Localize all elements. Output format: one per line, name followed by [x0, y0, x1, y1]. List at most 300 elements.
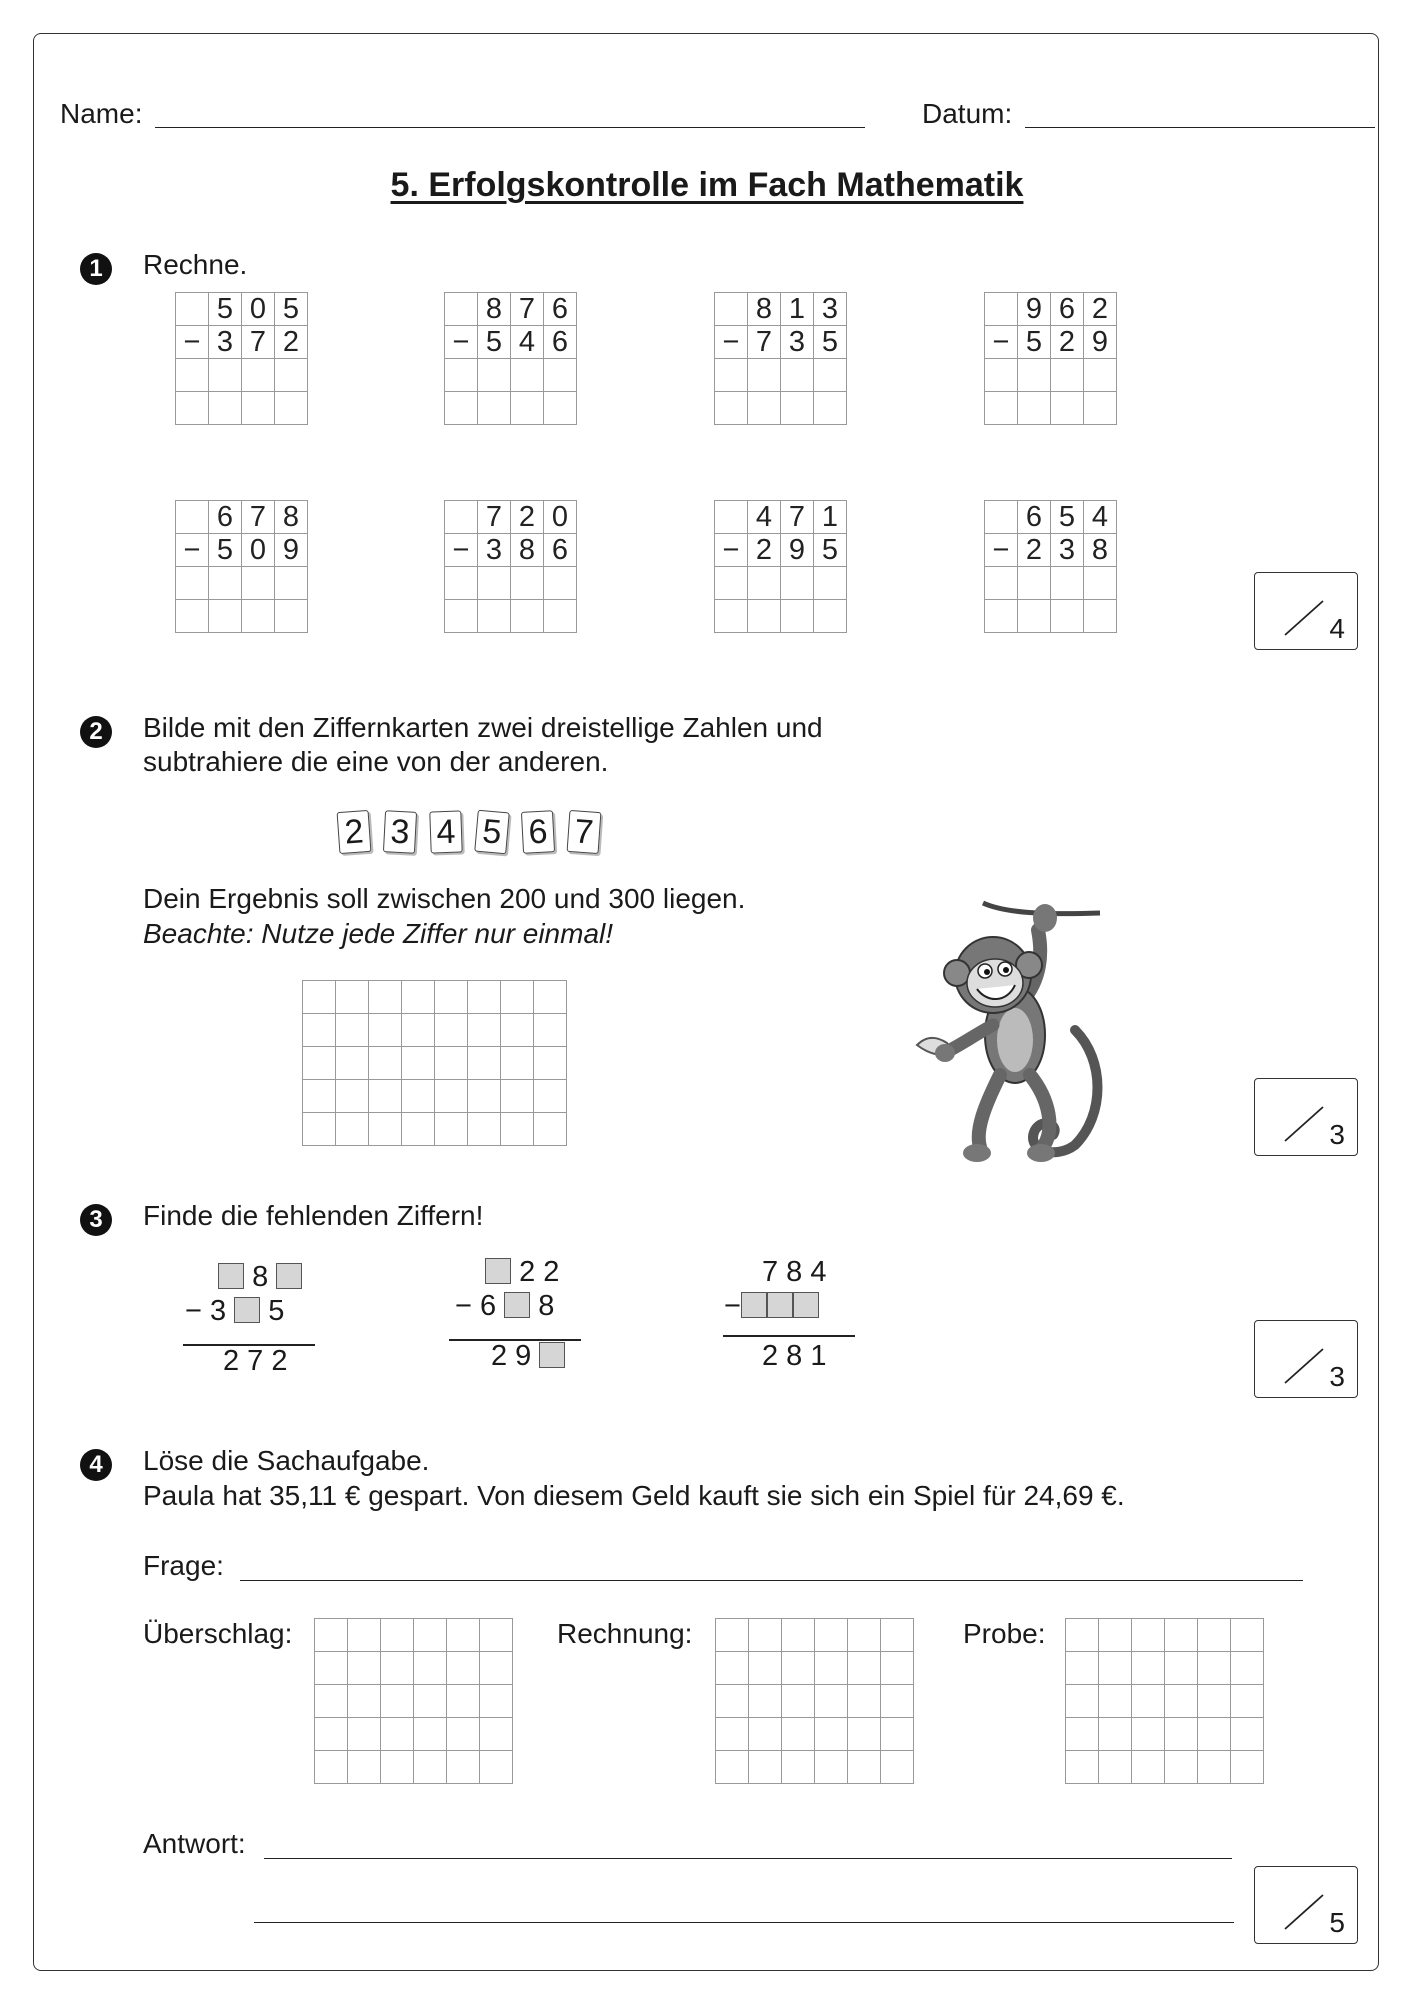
grid-cell[interactable] [511, 359, 544, 392]
grid-cell[interactable] [348, 1685, 381, 1718]
grid-cell[interactable] [1132, 1619, 1165, 1652]
grid-cell[interactable] [782, 1652, 815, 1685]
grid-digit: 7 [242, 501, 275, 534]
grid-cell[interactable] [480, 1652, 513, 1685]
grid-digit: 6 [209, 501, 242, 534]
grid-cell[interactable] [478, 600, 511, 633]
grid-cell[interactable] [1018, 567, 1051, 600]
grid-cell[interactable] [781, 359, 814, 392]
grid-cell[interactable] [511, 567, 544, 600]
grid-cell[interactable] [447, 1652, 480, 1685]
grid-cell[interactable] [402, 1080, 435, 1113]
grid-digit: 2 [1018, 534, 1051, 567]
grid-cell[interactable] [1084, 359, 1117, 392]
grid-digit: − [985, 534, 1018, 567]
grid-cell[interactable] [348, 1718, 381, 1751]
grid-cell[interactable] [511, 600, 544, 633]
grid-cell[interactable] [275, 567, 308, 600]
grid-cell[interactable] [336, 1113, 369, 1146]
missing-digit-box[interactable] [741, 1292, 767, 1318]
grid-cell[interactable] [1018, 600, 1051, 633]
grid-cell[interactable] [715, 600, 748, 633]
answer-line-2[interactable] [254, 1922, 1234, 1923]
missing-digit-box[interactable] [485, 1258, 511, 1284]
grid-digit: 5 [478, 326, 511, 359]
grid-cell[interactable] [414, 1652, 447, 1685]
grid-cell[interactable] [1018, 392, 1051, 425]
grid-cell[interactable] [1165, 1619, 1198, 1652]
subtraction-grid[interactable] [984, 292, 1117, 425]
grid-cell[interactable] [1099, 1685, 1132, 1718]
grid-cell[interactable] [1231, 1652, 1264, 1685]
digit-card: 4 [429, 810, 462, 853]
grid-cell[interactable] [478, 567, 511, 600]
grid-digit: 7 [242, 326, 275, 359]
grid-cell[interactable] [275, 359, 308, 392]
grid-cell[interactable] [1051, 359, 1084, 392]
grid-digit: 7 [511, 293, 544, 326]
grid-cell[interactable] [447, 1751, 480, 1784]
grid-digit: − [445, 326, 478, 359]
grid-cell[interactable] [814, 567, 847, 600]
grid-cell[interactable] [1231, 1751, 1264, 1784]
grid-cell[interactable] [782, 1751, 815, 1784]
check-grid[interactable] [1065, 1618, 1264, 1784]
grid-cell[interactable] [435, 1014, 468, 1047]
grid-cell[interactable] [1231, 1718, 1264, 1751]
grid-cell[interactable] [1099, 1652, 1132, 1685]
grid-cell[interactable] [402, 1047, 435, 1080]
grid-cell[interactable] [369, 1014, 402, 1047]
grid-cell[interactable] [1132, 1652, 1165, 1685]
grid-cell[interactable] [748, 567, 781, 600]
grid-cell[interactable] [1231, 1619, 1264, 1652]
grid-cell[interactable] [1231, 1685, 1264, 1718]
grid-cell[interactable] [1066, 1751, 1099, 1784]
grid-cell[interactable] [715, 567, 748, 600]
grid-cell[interactable] [176, 567, 209, 600]
grid-cell[interactable] [881, 1751, 914, 1784]
grid-digit: 6 [544, 293, 577, 326]
grid-cell[interactable] [468, 981, 501, 1014]
grid-cell[interactable] [480, 1619, 513, 1652]
missing-digits-problem-1 [185, 1260, 335, 1378]
grid-cell[interactable] [985, 359, 1018, 392]
subtraction-grid[interactable] [175, 500, 308, 633]
grid-cell[interactable] [445, 293, 478, 326]
missing-digit-box[interactable] [767, 1292, 793, 1318]
grid-cell[interactable] [815, 1718, 848, 1751]
grid-cell[interactable] [176, 293, 209, 326]
grid-digit: 3 [209, 326, 242, 359]
grid-cell[interactable] [1198, 1685, 1231, 1718]
grid-cell[interactable] [242, 359, 275, 392]
grid-cell[interactable] [275, 600, 308, 633]
grid-digit: 9 [275, 534, 308, 567]
missing-digit-box[interactable] [234, 1297, 260, 1323]
grid-cell[interactable] [445, 359, 478, 392]
task4-score-box [1254, 1866, 1358, 1944]
grid-cell[interactable] [447, 1685, 480, 1718]
grid-cell[interactable] [242, 600, 275, 633]
task2-instruction-line2: subtrahiere die eine von der anderen. [143, 746, 609, 777]
grid-cell[interactable] [716, 1685, 749, 1718]
grid-cell[interactable] [1198, 1718, 1231, 1751]
grid-cell[interactable] [435, 1047, 468, 1080]
grid-cell[interactable] [501, 1080, 534, 1113]
grid-cell[interactable] [716, 1652, 749, 1685]
grid-digit: 8 [511, 534, 544, 567]
missing-digits-problem-2 [455, 1255, 605, 1373]
grid-cell[interactable] [815, 1619, 848, 1652]
grid-cell[interactable] [1066, 1619, 1099, 1652]
grid-cell[interactable] [1051, 392, 1084, 425]
grid-digit: − [176, 326, 209, 359]
task1-points: 4 [1329, 613, 1345, 644]
grid-cell[interactable] [544, 600, 577, 633]
grid-cell[interactable] [748, 392, 781, 425]
grid-cell[interactable] [1165, 1685, 1198, 1718]
grid-digit: 7 [781, 501, 814, 534]
grid-cell[interactable] [478, 392, 511, 425]
grid-digit: 4 [748, 501, 781, 534]
grid-cell[interactable] [985, 501, 1018, 534]
grid-cell[interactable] [781, 567, 814, 600]
subtraction-grid[interactable] [714, 500, 847, 633]
task2-work-grid[interactable] [302, 980, 567, 1146]
grid-cell[interactable] [303, 1014, 336, 1047]
grid-digit: 0 [242, 534, 275, 567]
grid-digit: 2 [748, 534, 781, 567]
question-line[interactable] [240, 1580, 1303, 1581]
grid-cell[interactable] [848, 1619, 881, 1652]
grid-cell[interactable] [511, 392, 544, 425]
grid-cell[interactable] [1132, 1718, 1165, 1751]
grid-cell[interactable] [303, 1047, 336, 1080]
grid-digit: − [445, 534, 478, 567]
grid-digit: 5 [814, 326, 847, 359]
grid-cell[interactable] [715, 501, 748, 534]
grid-digit: 5 [1051, 501, 1084, 534]
grid-cell[interactable] [1132, 1751, 1165, 1784]
grid-cell[interactable] [1198, 1652, 1231, 1685]
task2-instruction-line1: Bilde mit den Ziffernkarten zwei dreistellige Zahlen und [143, 712, 823, 743]
question-label: Frage: [143, 1550, 224, 1581]
grid-cell[interactable] [815, 1685, 848, 1718]
grid-cell[interactable] [1066, 1685, 1099, 1718]
digit-card: 3 [383, 810, 417, 854]
grid-cell[interactable] [447, 1619, 480, 1652]
grid-cell[interactable] [848, 1718, 881, 1751]
grid-cell[interactable] [848, 1751, 881, 1784]
grid-digit: 5 [1018, 326, 1051, 359]
minus-digit: − 6 [455, 1290, 497, 1322]
missing-digit-box[interactable] [793, 1292, 819, 1318]
name-label: Name: [60, 98, 143, 129]
grid-cell[interactable] [209, 359, 242, 392]
grid-cell[interactable] [480, 1718, 513, 1751]
grid-digit: 3 [781, 326, 814, 359]
grid-cell[interactable] [315, 1619, 348, 1652]
grid-cell[interactable] [534, 981, 567, 1014]
answer-label: Antwort: [143, 1828, 246, 1859]
grid-cell[interactable] [781, 600, 814, 633]
grid-digit: 3 [1051, 534, 1084, 567]
grid-cell[interactable] [414, 1751, 447, 1784]
date-line[interactable] [1025, 127, 1375, 128]
grid-cell[interactable] [381, 1685, 414, 1718]
grid-cell[interactable] [1084, 392, 1117, 425]
grid-digit: 2 [1051, 326, 1084, 359]
grid-cell[interactable] [1084, 600, 1117, 633]
grid-cell[interactable] [715, 359, 748, 392]
grid-digit: 6 [544, 326, 577, 359]
grid-cell[interactable] [348, 1652, 381, 1685]
grid-cell[interactable] [501, 1047, 534, 1080]
grid-cell[interactable] [303, 981, 336, 1014]
grid-cell[interactable] [209, 392, 242, 425]
missing-digits-problem-3 [724, 1255, 874, 1373]
grid-cell[interactable] [749, 1685, 782, 1718]
grid-cell[interactable] [1084, 567, 1117, 600]
grid-cell[interactable] [369, 1080, 402, 1113]
grid-cell[interactable] [435, 1080, 468, 1113]
grid-cell[interactable] [435, 1113, 468, 1146]
grid-cell[interactable] [1066, 1718, 1099, 1751]
grid-cell[interactable] [781, 392, 814, 425]
grid-digit: − [176, 534, 209, 567]
grid-cell[interactable] [176, 392, 209, 425]
grid-cell[interactable] [315, 1718, 348, 1751]
grid-digit: 1 [781, 293, 814, 326]
grid-cell[interactable] [814, 600, 847, 633]
grid-digit: 8 [478, 293, 511, 326]
grid-cell[interactable] [814, 392, 847, 425]
grid-cell[interactable] [468, 1047, 501, 1080]
task-number-4: 4 [80, 1449, 112, 1481]
grid-cell[interactable] [1018, 359, 1051, 392]
grid-cell[interactable] [1099, 1718, 1132, 1751]
grid-cell[interactable] [881, 1685, 914, 1718]
grid-cell[interactable] [348, 1751, 381, 1784]
grid-cell[interactable] [716, 1619, 749, 1652]
grid-cell[interactable] [716, 1751, 749, 1784]
minus-digit: − 3 [185, 1295, 227, 1327]
grid-cell[interactable] [749, 1718, 782, 1751]
digit: 5 [268, 1295, 285, 1327]
grid-cell[interactable] [336, 981, 369, 1014]
grid-cell[interactable] [985, 293, 1018, 326]
grid-cell[interactable] [468, 1014, 501, 1047]
grid-cell[interactable] [402, 1014, 435, 1047]
missing-digit-box[interactable] [218, 1263, 244, 1289]
grid-cell[interactable] [782, 1619, 815, 1652]
subtraction-grid[interactable] [175, 292, 308, 425]
grid-digit: 0 [544, 501, 577, 534]
estimate-grid[interactable] [314, 1618, 513, 1784]
grid-cell[interactable] [209, 600, 242, 633]
grid-cell[interactable] [336, 1080, 369, 1113]
grid-cell[interactable] [369, 1047, 402, 1080]
grid-cell[interactable] [749, 1652, 782, 1685]
grid-digit: 5 [275, 293, 308, 326]
grid-cell[interactable] [1099, 1619, 1132, 1652]
grid-digit: 4 [1084, 501, 1117, 534]
grid-cell[interactable] [381, 1751, 414, 1784]
grid-cell[interactable] [749, 1751, 782, 1784]
grid-cell[interactable] [715, 392, 748, 425]
grid-cell[interactable] [275, 392, 308, 425]
result: 2 9 [491, 1340, 532, 1372]
grid-cell[interactable] [315, 1751, 348, 1784]
result: 2 7 2 [223, 1345, 288, 1377]
calc-grid[interactable] [715, 1618, 914, 1784]
digits: 2 2 [519, 1256, 560, 1288]
grid-cell[interactable] [478, 359, 511, 392]
grid-cell[interactable] [447, 1718, 480, 1751]
grid-cell[interactable] [544, 567, 577, 600]
grid-cell[interactable] [445, 392, 478, 425]
missing-digit-box[interactable] [539, 1342, 565, 1368]
grid-cell[interactable] [402, 1113, 435, 1146]
grid-cell[interactable] [748, 359, 781, 392]
grid-cell[interactable] [176, 501, 209, 534]
grid-cell[interactable] [242, 567, 275, 600]
missing-digit-box[interactable] [504, 1292, 530, 1318]
grid-digit: 8 [748, 293, 781, 326]
grid-cell[interactable] [402, 981, 435, 1014]
grid-cell[interactable] [480, 1685, 513, 1718]
grid-cell[interactable] [501, 1113, 534, 1146]
grid-cell[interactable] [534, 1014, 567, 1047]
subtraction-grid[interactable] [984, 500, 1117, 633]
grid-cell[interactable] [303, 1113, 336, 1146]
grid-cell[interactable] [176, 359, 209, 392]
grid-cell[interactable] [381, 1619, 414, 1652]
grid-cell[interactable] [544, 392, 577, 425]
grid-cell[interactable] [715, 293, 748, 326]
grid-cell[interactable] [814, 359, 847, 392]
grid-cell[interactable] [985, 567, 1018, 600]
grid-cell[interactable] [348, 1619, 381, 1652]
grid-cell[interactable] [315, 1652, 348, 1685]
grid-cell[interactable] [369, 981, 402, 1014]
grid-digit: 9 [1018, 293, 1051, 326]
grid-cell[interactable] [534, 1080, 567, 1113]
grid-cell[interactable] [414, 1619, 447, 1652]
missing-digit-box[interactable] [276, 1263, 302, 1289]
task-number-1: 1 [80, 253, 112, 285]
grid-cell[interactable] [445, 567, 478, 600]
grid-cell[interactable] [1099, 1751, 1132, 1784]
grid-cell[interactable] [336, 1014, 369, 1047]
grid-digit: − [715, 326, 748, 359]
subtraction-grid[interactable] [714, 292, 847, 425]
date-label: Datum: [922, 98, 1013, 129]
grid-cell[interactable] [242, 392, 275, 425]
grid-cell[interactable] [176, 600, 209, 633]
grid-cell[interactable] [534, 1113, 567, 1146]
grid-digit: 4 [511, 326, 544, 359]
grid-cell[interactable] [881, 1619, 914, 1652]
grid-cell[interactable] [445, 501, 478, 534]
task2-hint-line2: Beachte: Nutze jede Ziffer nur einmal! [143, 918, 614, 949]
grid-cell[interactable] [445, 600, 478, 633]
grid-cell[interactable] [1165, 1751, 1198, 1784]
grid-cell[interactable] [209, 567, 242, 600]
answer-line-1[interactable] [264, 1858, 1232, 1859]
grid-cell[interactable] [414, 1685, 447, 1718]
grid-cell[interactable] [1051, 600, 1084, 633]
grid-cell[interactable] [881, 1652, 914, 1685]
grid-cell[interactable] [303, 1080, 336, 1113]
grid-cell[interactable] [815, 1751, 848, 1784]
grid-cell[interactable] [985, 392, 1018, 425]
grid-cell[interactable] [716, 1718, 749, 1751]
task4-points: 5 [1329, 1907, 1345, 1938]
grid-cell[interactable] [315, 1685, 348, 1718]
grid-digit: 6 [544, 534, 577, 567]
grid-digit: 1 [814, 501, 847, 534]
grid-cell[interactable] [480, 1751, 513, 1784]
grid-cell[interactable] [336, 1047, 369, 1080]
name-line[interactable] [155, 127, 865, 128]
grid-cell[interactable] [501, 1014, 534, 1047]
grid-cell[interactable] [848, 1685, 881, 1718]
grid-cell[interactable] [782, 1685, 815, 1718]
digit-card: 2 [337, 810, 372, 854]
grid-cell[interactable] [369, 1113, 402, 1146]
grid-cell[interactable] [381, 1718, 414, 1751]
grid-cell[interactable] [815, 1652, 848, 1685]
grid-cell[interactable] [534, 1047, 567, 1080]
grid-cell[interactable] [381, 1652, 414, 1685]
task3-score-box [1254, 1320, 1358, 1398]
grid-cell[interactable] [848, 1652, 881, 1685]
grid-cell[interactable] [782, 1718, 815, 1751]
task4-instruction: Löse die Sachaufgabe. [143, 1445, 430, 1476]
grid-cell[interactable] [1132, 1685, 1165, 1718]
grid-cell[interactable] [1198, 1751, 1231, 1784]
grid-digit: − [715, 534, 748, 567]
grid-cell[interactable] [468, 1080, 501, 1113]
grid-cell[interactable] [414, 1718, 447, 1751]
grid-digit: − [985, 326, 1018, 359]
top-number: 7 8 4 [762, 1256, 827, 1288]
calc-label: Rechnung: [557, 1618, 693, 1649]
digit: 8 [538, 1290, 555, 1322]
subtraction-grid[interactable] [444, 500, 577, 633]
grid-cell[interactable] [468, 1113, 501, 1146]
grid-cell[interactable] [501, 981, 534, 1014]
grid-cell[interactable] [985, 600, 1018, 633]
estimate-label: Überschlag: [143, 1618, 293, 1649]
grid-cell[interactable] [1165, 1652, 1198, 1685]
grid-cell[interactable] [748, 600, 781, 633]
grid-cell[interactable] [881, 1718, 914, 1751]
grid-cell[interactable] [544, 359, 577, 392]
grid-cell[interactable] [435, 981, 468, 1014]
task3-points: 3 [1329, 1361, 1345, 1392]
grid-cell[interactable] [1051, 567, 1084, 600]
grid-digit: 7 [478, 501, 511, 534]
grid-cell[interactable] [749, 1619, 782, 1652]
grid-cell[interactable] [1165, 1718, 1198, 1751]
grid-cell[interactable] [1066, 1652, 1099, 1685]
grid-cell[interactable] [1198, 1619, 1231, 1652]
grid-digit: 8 [1084, 534, 1117, 567]
subtraction-grid[interactable] [444, 292, 577, 425]
